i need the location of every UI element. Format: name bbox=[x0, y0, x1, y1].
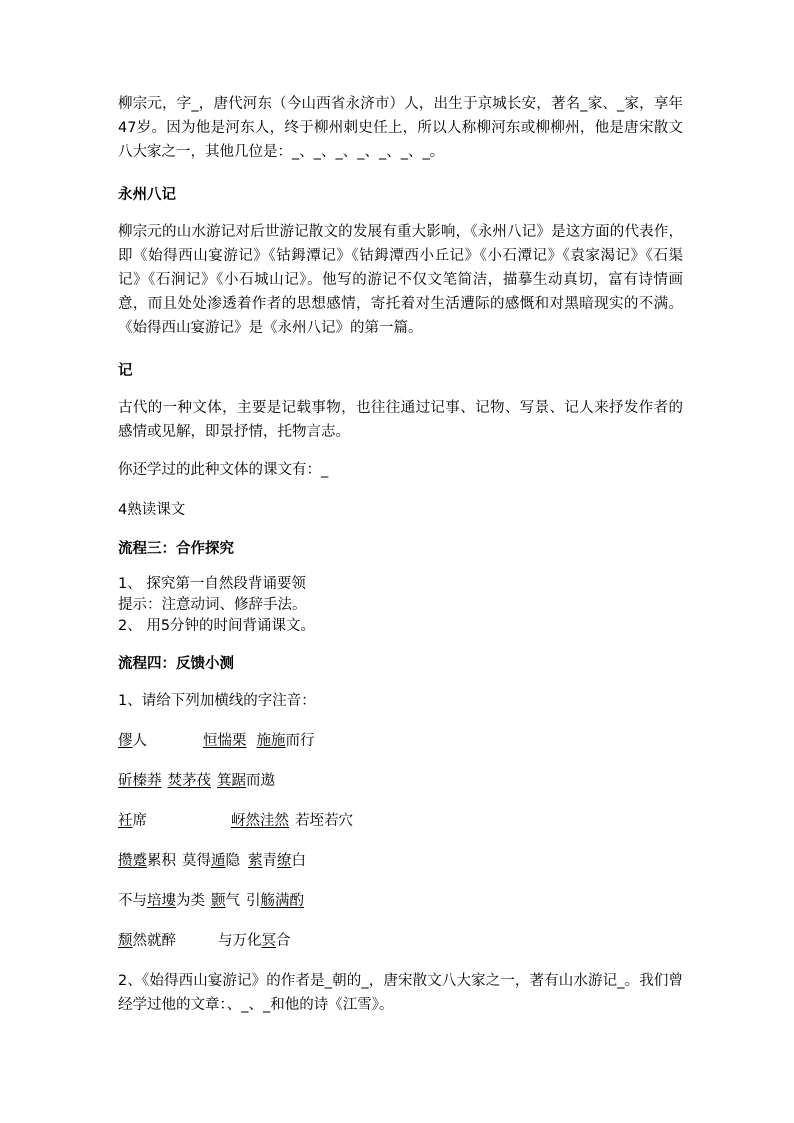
underlined-word: 恒惴栗 bbox=[203, 733, 247, 749]
plain-word: 满 bbox=[275, 893, 290, 909]
flow3-item-2: 2、 用5分钟的时间背诵课文。 bbox=[118, 618, 316, 634]
plain-word: 然就醉 bbox=[132, 933, 176, 949]
heading-yongzhou: 永州八记 bbox=[118, 187, 176, 203]
plain-word: 隐 bbox=[225, 853, 240, 869]
underlined-word: 颓 bbox=[118, 933, 133, 949]
plain-word: 席 bbox=[132, 813, 147, 829]
underlined-word: 萦 bbox=[248, 853, 263, 869]
underlined-word: 冥 bbox=[261, 933, 276, 949]
underlined-word: 颢 bbox=[211, 893, 226, 909]
yongzhou-paragraph: 柳宗元的山水游记对后世游记散文的发展有重大影响，《永州八记》是这方面的代表作，即《始得西山宴游记》《钴鉧潭记》《钴鉧潭西小丘记》《小石潭记》《袁家渴记》《石渠记》《石涧记》《小石城山记》。他写的游记不仅文笔简洁，描摹生动真切，富有诗情画意，而且处处渗透着作者的思想感情，寄托着对生活遭际的感慨和对黑暗现实的不满。《始得西山宴游记》是《永州八记》的第一篇。 bbox=[118, 224, 683, 336]
underlined-word: 衽 bbox=[118, 813, 133, 829]
pinyin-row-3 bbox=[118, 809, 683, 833]
pinyin-row-2 bbox=[118, 769, 683, 793]
underlined-word: 酌 bbox=[289, 893, 304, 909]
flow3-hint: 提示：注意动词、修辞手法。 bbox=[118, 597, 307, 613]
plain-word: 白 bbox=[291, 853, 306, 869]
underlined-word: 焚茅茷 bbox=[167, 773, 211, 789]
plain-word: 而遨 bbox=[246, 773, 275, 789]
plain-word: 引 bbox=[246, 893, 261, 909]
underlined-word: 斫榛莽 bbox=[118, 773, 162, 789]
plain-word: 而行 bbox=[285, 733, 315, 749]
quiz-question-1: 1、请给下列加横线的字注音： bbox=[118, 693, 316, 709]
plain-word: 不与 bbox=[118, 893, 147, 909]
heading-flow3: 流程三：合作探究 bbox=[118, 541, 234, 557]
plain-word: 合 bbox=[276, 933, 291, 949]
plain-word: 与万化 bbox=[218, 933, 262, 949]
plain-word: 人 bbox=[132, 733, 147, 749]
plain-word: 青 bbox=[262, 853, 277, 869]
underlined-word: 觞 bbox=[260, 893, 275, 909]
quiz-question-2: 2、《始得西山宴游记》的作者是_朝的_，唐宋散文八大家之一，著有山水游记_。我们曾经学过他的文章：、_、_和他的诗《江雪》。 bbox=[118, 973, 683, 1013]
underlined-word: 僇 bbox=[118, 733, 133, 749]
plain-word: 累积 bbox=[147, 853, 176, 869]
pinyin-row-1 bbox=[118, 729, 683, 753]
heading-flow4: 流程四：反馈小测 bbox=[118, 656, 234, 672]
underlined-word: 岈然洼然 bbox=[231, 813, 289, 829]
bio-paragraph: 柳宗元，字_，唐代河东（今山西省永济市）人，出生于京城长安，著名_家、_家，享年47岁。因为他是河东人，终于柳州刺史任上，所以人称柳河东或柳柳州，他是唐宋散文八大家之一，其他几位是：_、_、_、_、_、_、_。 bbox=[118, 96, 683, 160]
underlined-word: 培塿 bbox=[147, 893, 176, 909]
flow3-item-1: 1、 探究第一自然段背诵要领 bbox=[118, 576, 306, 592]
underlined-word: 缭 bbox=[277, 853, 292, 869]
pinyin-row-5 bbox=[118, 889, 683, 913]
heading-ji: 记 bbox=[118, 363, 133, 379]
underlined-word: 遁 bbox=[211, 853, 226, 869]
ji-question: 你还学过的此种文体的课文有：_ bbox=[118, 462, 329, 478]
plain-word: 若垤若穴 bbox=[295, 813, 353, 829]
underlined-word: 箕踞 bbox=[217, 773, 246, 789]
ji-paragraph: 古代的一种文体，主要是记载事物，也往往通过记事、记物、写景、记人来抒发作者的感情或见解，即景抒情，托物言志。 bbox=[118, 400, 683, 440]
document-page bbox=[118, 92, 683, 1017]
step4-text: 4熟读课文 bbox=[118, 502, 186, 518]
plain-word: 莫得 bbox=[182, 853, 211, 869]
pinyin-row-4 bbox=[118, 849, 683, 873]
underlined-word: 施施 bbox=[256, 733, 286, 749]
plain-word: 气 bbox=[225, 893, 240, 909]
pinyin-row-6 bbox=[118, 929, 683, 953]
underlined-word: 攒蹙 bbox=[118, 853, 147, 869]
plain-word: 为类 bbox=[176, 893, 205, 909]
